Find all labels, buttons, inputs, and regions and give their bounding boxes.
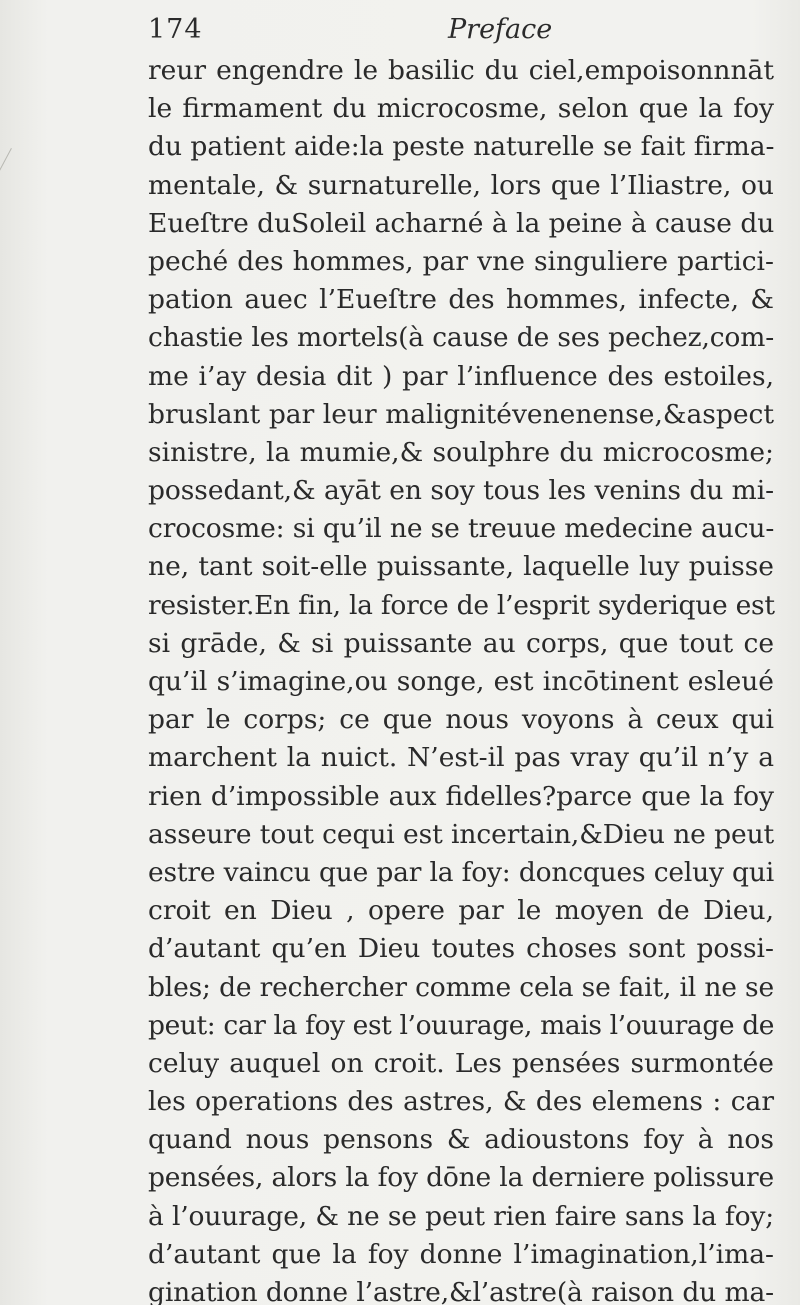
- text-line: croit en Dieu , opere par le moyen de Dieu,: [148, 895, 774, 927]
- text-line: mentale, & surnaturelle, lors que l’Iliastre, ou: [148, 169, 774, 201]
- text-line: par le corps; ce que nous voyons à ceux qui: [148, 704, 774, 736]
- text-line: d’autant qu’en Dieu toutes choses sont possi-: [148, 933, 774, 965]
- text-line: possedant,& ayāt en soy tous les venins du mi-: [148, 475, 774, 507]
- text-line: chastie les mortels(à cause de ses pechez,com-: [148, 322, 774, 354]
- page-header: [148, 14, 768, 54]
- body-text: [148, 52, 774, 1305]
- text-line: gination donne l’astre,&l’astre(à raison du ma-: [148, 1277, 774, 1305]
- page-number: 174: [148, 14, 203, 45]
- text-line: les operations des astres, & des elemens : car: [148, 1086, 774, 1118]
- text-line: du patient aide:la peste naturelle se fait firma-: [148, 131, 775, 163]
- text-line: rien d’impossible aux fidelles?parce que la foy: [148, 780, 774, 812]
- text-line: peut: car la foy est l’ouurage, mais l’ouurage de: [148, 1009, 775, 1041]
- text-line: asseure tout cequi est incertain,&Dieu ne peut: [148, 818, 775, 850]
- text-line: resister.En fin, la force de l’esprit syderique est: [148, 589, 775, 621]
- running-head: Preface: [448, 14, 553, 45]
- text-line: d’autant que la foy donne l’imagination,l’ima-: [148, 1238, 774, 1270]
- text-line: bruslant par leur malignitévenenense,&aspect: [148, 398, 774, 430]
- text-line: crocosme: si qu’il ne se treuue medecine aucu-: [148, 513, 775, 545]
- text-line: quand nous pensons & adioustons foy à nos: [148, 1124, 774, 1156]
- text-line: si grāde, & si puissante au corps, que tout ce: [148, 627, 774, 659]
- text-line: celuy auquel on croit. Les pensées surmontée: [148, 1047, 774, 1079]
- text-line: Eueſtre duSoleil acharné à la peine à cause du: [148, 207, 775, 239]
- text-line: marchent la nuict. N’est-il pas vray qu’il n’y a: [148, 742, 774, 774]
- text-line: reur engendre le basilic du ciel,empoisonnnāt: [148, 55, 774, 86]
- text-line: pation auec l’Eueſtre des hommes, infecte, &: [148, 284, 774, 316]
- text-line: ne, tant soit-elle puissante, laquelle luy puisse: [148, 551, 774, 583]
- text-line: peché des hommes, par vne singuliere partici-: [148, 245, 774, 277]
- text-line: sinistre, la mumie,& soulphre du microcosme;: [148, 436, 774, 468]
- text-line: à l’ouurage, & ne se peut rien faire sans la foy;: [148, 1200, 775, 1232]
- text-line: le firmament du microcosme, selon que la foy: [148, 93, 774, 125]
- text-line: pensées, alors la foy dōne la derniere polissure: [148, 1162, 774, 1194]
- margin-mark: [0, 148, 24, 178]
- text-line: me i’ay desia dit ) par l’influence des estoiles,: [148, 360, 774, 392]
- text-line: estre vaincu que par la foy: doncques celuy qui: [148, 856, 774, 888]
- text-line: bles; de rechercher comme cela se fait, il ne se: [148, 971, 774, 1003]
- text-line: qu’il s’imagine,ou songe, est incōtinent esleué: [148, 666, 774, 697]
